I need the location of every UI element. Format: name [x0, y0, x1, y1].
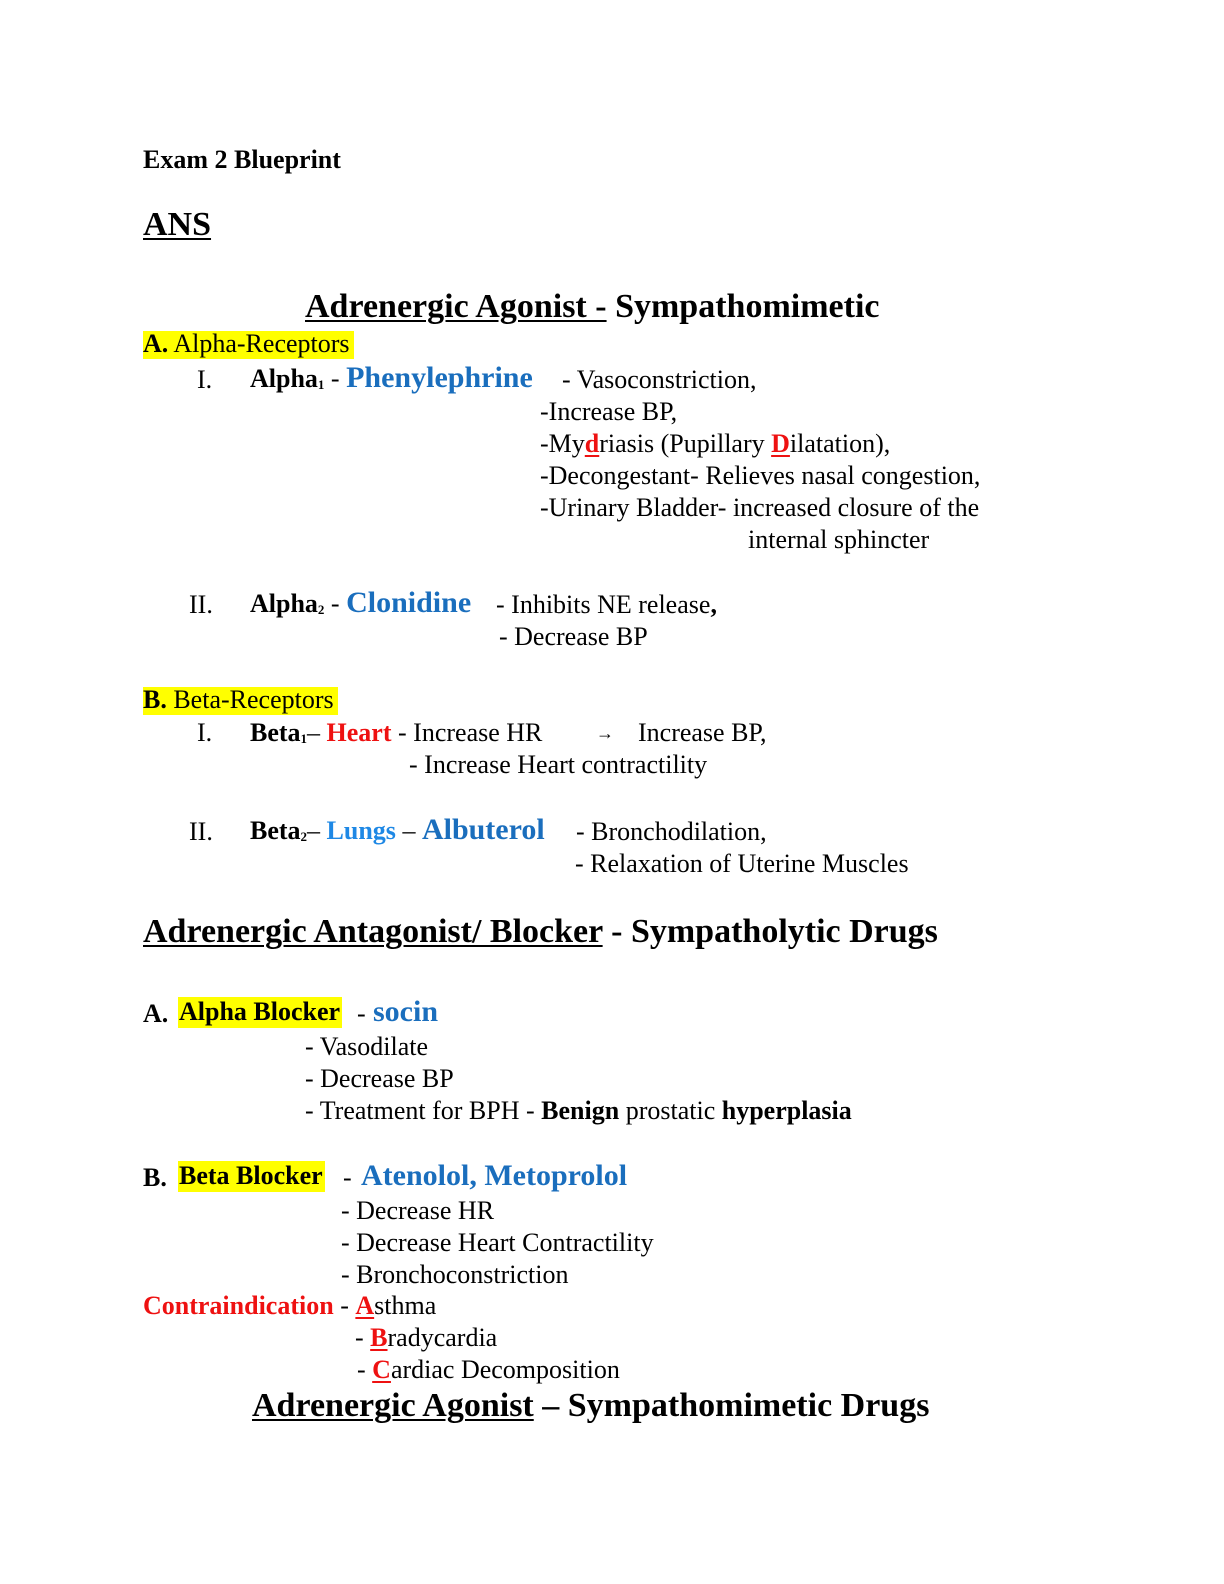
- beta1-name: Beta$_1$: [250, 718, 308, 747]
- contraindication-letter-c: C: [372, 1355, 391, 1384]
- contraindication-item-2: - Bradycardia: [355, 1323, 498, 1352]
- alpha2-effect-2: - Decrease BP: [499, 622, 648, 651]
- beta-receptors-label: Beta-Receptors: [173, 685, 334, 714]
- alpha1-sep: -: [330, 364, 340, 393]
- alpha-receptors-letter: A.: [143, 329, 169, 358]
- alpha1-effect-4: -Decongestant- Relieves nasal congestion,: [540, 461, 981, 490]
- alpha2-sep: -: [330, 589, 340, 618]
- section-heading-ans: ANS: [143, 206, 212, 243]
- alpha2-drug: Clonidine: [346, 586, 472, 619]
- beta2-effect-2: - Relaxation of Uterine Muscles: [575, 849, 909, 878]
- beta1-line: [250, 720, 542, 746]
- alpha1-name: Alpha$_1$: [250, 364, 325, 393]
- document-title: Exam 2 Blueprint: [143, 145, 341, 174]
- antagonist-heading: [143, 915, 938, 949]
- beta-blocker-drug: Atenolol, Metoprolol: [361, 1159, 628, 1192]
- agonist-heading-underlined: Adrenergic Agonist -: [305, 288, 607, 325]
- beta-blocker-effect-1: - Decrease HR: [341, 1196, 495, 1225]
- contraindication-letter-a: A: [355, 1291, 375, 1320]
- alpha2-name: Alpha$_2$: [250, 589, 325, 618]
- alpha1-effect-5: -Urinary Bladder- increased closure of the: [540, 493, 980, 522]
- final-heading-underlined: Adrenergic Agonist: [252, 1387, 534, 1424]
- alpha1-effect-3: -Mydriasis (Pupillary Dilatation),: [540, 429, 891, 458]
- beta2-organ: Lungs: [326, 816, 396, 845]
- alpha-blocker-effect-3: - Treatment for BPH - Benign prostatic hyperplasia: [305, 1096, 852, 1125]
- beta1-numeral: I.: [197, 718, 213, 747]
- contraindication-letter-b: B: [370, 1323, 388, 1352]
- mydriasis-d-letter: d: [584, 429, 600, 458]
- beta2-line: [250, 815, 545, 845]
- beta2-sep2: –: [402, 816, 416, 845]
- beta-blocker-effect-3: - Bronchoconstriction: [341, 1260, 569, 1289]
- alpha1-effect-1: - Vasoconstriction,: [562, 365, 757, 394]
- beta-receptors-heading: [143, 687, 338, 715]
- beta2-name: Beta$_2$: [250, 816, 308, 845]
- alpha1-drug: Phenylephrine: [346, 361, 533, 394]
- beta-blocker-sep: -: [343, 1163, 352, 1192]
- beta1-sep: –: [307, 718, 321, 747]
- antagonist-heading-rest: - Sympatholytic Drugs: [611, 913, 938, 950]
- alpha1-line: [250, 363, 533, 393]
- alpha-blocker-drug: socin: [373, 995, 439, 1028]
- alpha-receptors-label: Alpha-Receptors: [173, 329, 350, 358]
- contraindication-line: Contraindication - Asthma: [143, 1291, 437, 1320]
- right-arrow-icon: →: [596, 723, 614, 743]
- alpha1-effect-6: internal sphincter: [748, 525, 930, 554]
- beta1-effect-1b: Increase BP,: [638, 718, 767, 747]
- beta-blocker-effect-2: - Decrease Heart Contractility: [341, 1228, 654, 1257]
- beta-blocker-letter: B.: [143, 1163, 167, 1192]
- alpha2-line: [250, 588, 471, 618]
- alpha-blocker-letter: A.: [143, 999, 169, 1028]
- beta2-drug: Albuterol: [421, 813, 545, 846]
- alpha1-effect-2: -Increase BP,: [540, 397, 678, 426]
- alpha2-numeral: II.: [189, 590, 213, 619]
- beta1-effect-2: - Increase Heart contractility: [409, 750, 708, 779]
- beta2-sep: –: [307, 816, 321, 845]
- alpha-blocker-sep: -: [357, 999, 366, 1028]
- alpha1-numeral: I.: [197, 365, 213, 394]
- agonist-heading-rest: Sympathomimetic: [615, 288, 880, 325]
- alpha2-effect-1: - Inhibits NE release,: [496, 590, 717, 619]
- alpha-blocker-label: Alpha Blocker: [179, 997, 341, 1026]
- beta2-effect-1: - Bronchodilation,: [576, 817, 767, 846]
- alpha-blocker-effect-1: - Vasodilate: [305, 1032, 428, 1061]
- contraindication-item-3: - Cardiac Decomposition: [357, 1355, 620, 1384]
- final-heading-rest: – Sympathomimetic Drugs: [542, 1387, 930, 1424]
- antagonist-heading-underlined: Adrenergic Antagonist/ Blocker: [143, 913, 603, 950]
- beta1-organ: Heart: [326, 718, 392, 747]
- alpha-receptors-heading: [143, 331, 354, 359]
- beta1-effect-1: - Increase HR: [398, 718, 543, 747]
- agonist-heading: [305, 290, 880, 324]
- alpha-blocker-effect-2: - Decrease BP: [305, 1064, 454, 1093]
- beta-blocker-label: Beta Blocker: [179, 1161, 323, 1190]
- dilatation-d-letter: D: [771, 429, 790, 458]
- contraindication-item-asthma: sthma: [374, 1291, 437, 1320]
- beta-receptors-letter: B.: [143, 685, 167, 714]
- final-agonist-heading: [252, 1389, 929, 1423]
- contraindication-label: Contraindication: [143, 1291, 334, 1320]
- beta2-numeral: II.: [189, 817, 213, 846]
